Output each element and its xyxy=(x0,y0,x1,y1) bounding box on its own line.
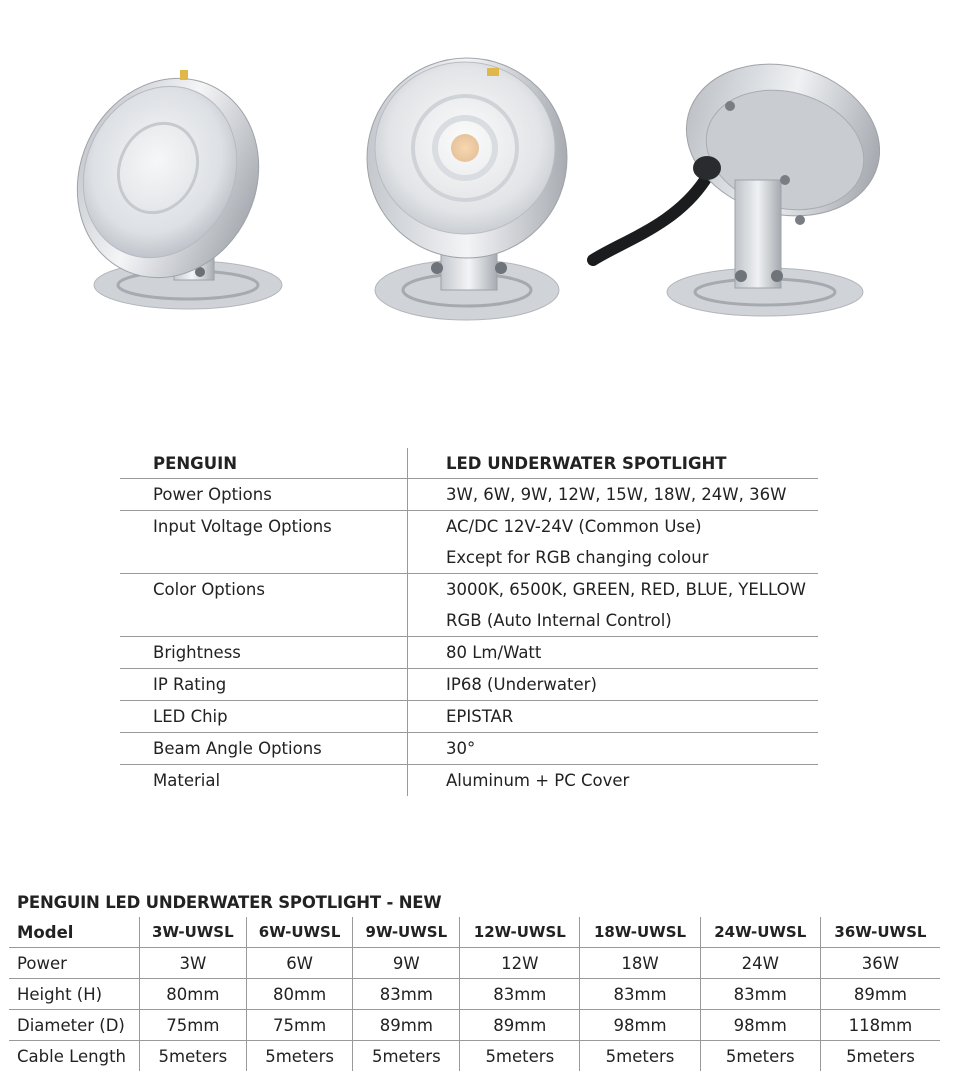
model-cell: 83mm xyxy=(353,979,460,1010)
spec-label: Power Options xyxy=(120,479,408,511)
spotlight-front-photo xyxy=(355,40,585,330)
model-header-label: Model xyxy=(17,922,74,942)
model-cell: 5meters xyxy=(140,1041,247,1072)
spec-value: 3000K, 6500K, GREEN, RED, BLUE, YELLOW xyxy=(408,574,819,606)
spec-header-key: PENGUIN xyxy=(120,448,408,479)
spec-row xyxy=(120,605,818,637)
spec-value: Aluminum + PC Cover xyxy=(408,765,819,797)
model-cell: 89mm xyxy=(820,979,940,1010)
spec-value: 80 Lm/Watt xyxy=(408,637,819,669)
model-row-label: Power xyxy=(9,948,140,979)
model-cell: 18W xyxy=(580,948,700,979)
spec-row xyxy=(120,479,818,511)
model-column-header: 36W-UWSL xyxy=(820,917,940,948)
model-cell: 5meters xyxy=(700,1041,820,1072)
model-column-header: 18W-UWSL xyxy=(580,917,700,948)
model-cell: 24W xyxy=(700,948,820,979)
model-cell: 5meters xyxy=(353,1041,460,1072)
model-cell: 75mm xyxy=(246,1010,353,1041)
spec-label: Beam Angle Options xyxy=(120,733,408,765)
spec-header-value: LED UNDERWATER SPOTLIGHT xyxy=(446,453,727,473)
model-cell: 12W xyxy=(460,948,580,979)
spotlight-angled-front-photo xyxy=(60,40,310,330)
spec-row xyxy=(120,542,818,574)
model-column-header: 24W-UWSL xyxy=(700,917,820,948)
model-table xyxy=(9,917,940,1071)
model-row xyxy=(9,1010,940,1041)
model-cell: 83mm xyxy=(700,979,820,1010)
model-column-header: 9W-UWSL xyxy=(353,917,460,948)
model-cell: 3W xyxy=(140,948,247,979)
spec-row xyxy=(120,637,818,669)
spec-label xyxy=(120,605,408,637)
model-cell: 75mm xyxy=(140,1010,247,1041)
spec-value: 30° xyxy=(408,733,819,765)
spec-header-row xyxy=(120,448,818,479)
model-cell: 5meters xyxy=(580,1041,700,1072)
model-cell: 80mm xyxy=(140,979,247,1010)
spec-label: Color Options xyxy=(120,574,408,606)
model-cell: 98mm xyxy=(580,1010,700,1041)
spec-label xyxy=(120,542,408,574)
spec-value: EPISTAR xyxy=(408,701,819,733)
spec-value: IP68 (Underwater) xyxy=(408,669,819,701)
spec-row xyxy=(120,765,818,797)
model-cell: 83mm xyxy=(460,979,580,1010)
model-table-title: PENGUIN LED UNDERWATER SPOTLIGHT - NEW xyxy=(17,893,442,912)
model-row-label: Cable Length xyxy=(9,1041,140,1072)
model-header-row xyxy=(9,917,940,948)
model-row xyxy=(9,948,940,979)
spec-row xyxy=(120,669,818,701)
model-cell: 6W xyxy=(246,948,353,979)
spec-table xyxy=(120,448,818,796)
spec-row xyxy=(120,511,818,543)
model-cell: 36W xyxy=(820,948,940,979)
model-cell: 5meters xyxy=(460,1041,580,1072)
model-column-header: 3W-UWSL xyxy=(140,917,247,948)
model-cell: 5meters xyxy=(246,1041,353,1072)
model-cell: 5meters xyxy=(820,1041,940,1072)
model-row xyxy=(9,1041,940,1072)
model-cell: 98mm xyxy=(700,1010,820,1041)
spec-row xyxy=(120,701,818,733)
spec-value: 3W, 6W, 9W, 12W, 15W, 18W, 24W, 36W xyxy=(408,479,819,511)
spec-label: Input Voltage Options xyxy=(120,511,408,543)
model-column-header: 6W-UWSL xyxy=(246,917,353,948)
spec-label: Brightness xyxy=(120,637,408,669)
model-row-label: Height (H) xyxy=(9,979,140,1010)
model-cell: 118mm xyxy=(820,1010,940,1041)
spotlight-rear-photo-with-cable xyxy=(585,40,880,330)
spec-label: IP Rating xyxy=(120,669,408,701)
model-cell: 89mm xyxy=(460,1010,580,1041)
model-row-label: Diameter (D) xyxy=(9,1010,140,1041)
spec-value: Except for RGB changing colour xyxy=(446,548,709,567)
model-column-header: 12W-UWSL xyxy=(460,917,580,948)
spec-label: Material xyxy=(120,765,408,797)
model-cell: 89mm xyxy=(353,1010,460,1041)
model-cell: 83mm xyxy=(580,979,700,1010)
spec-row xyxy=(120,574,818,606)
model-row xyxy=(9,979,940,1010)
model-cell: 80mm xyxy=(246,979,353,1010)
spec-value: AC/DC 12V-24V (Common Use) xyxy=(408,511,819,543)
spec-row xyxy=(120,733,818,765)
spec-label: LED Chip xyxy=(120,701,408,733)
spec-value: RGB (Auto Internal Control) xyxy=(446,611,672,630)
model-cell: 9W xyxy=(353,948,460,979)
